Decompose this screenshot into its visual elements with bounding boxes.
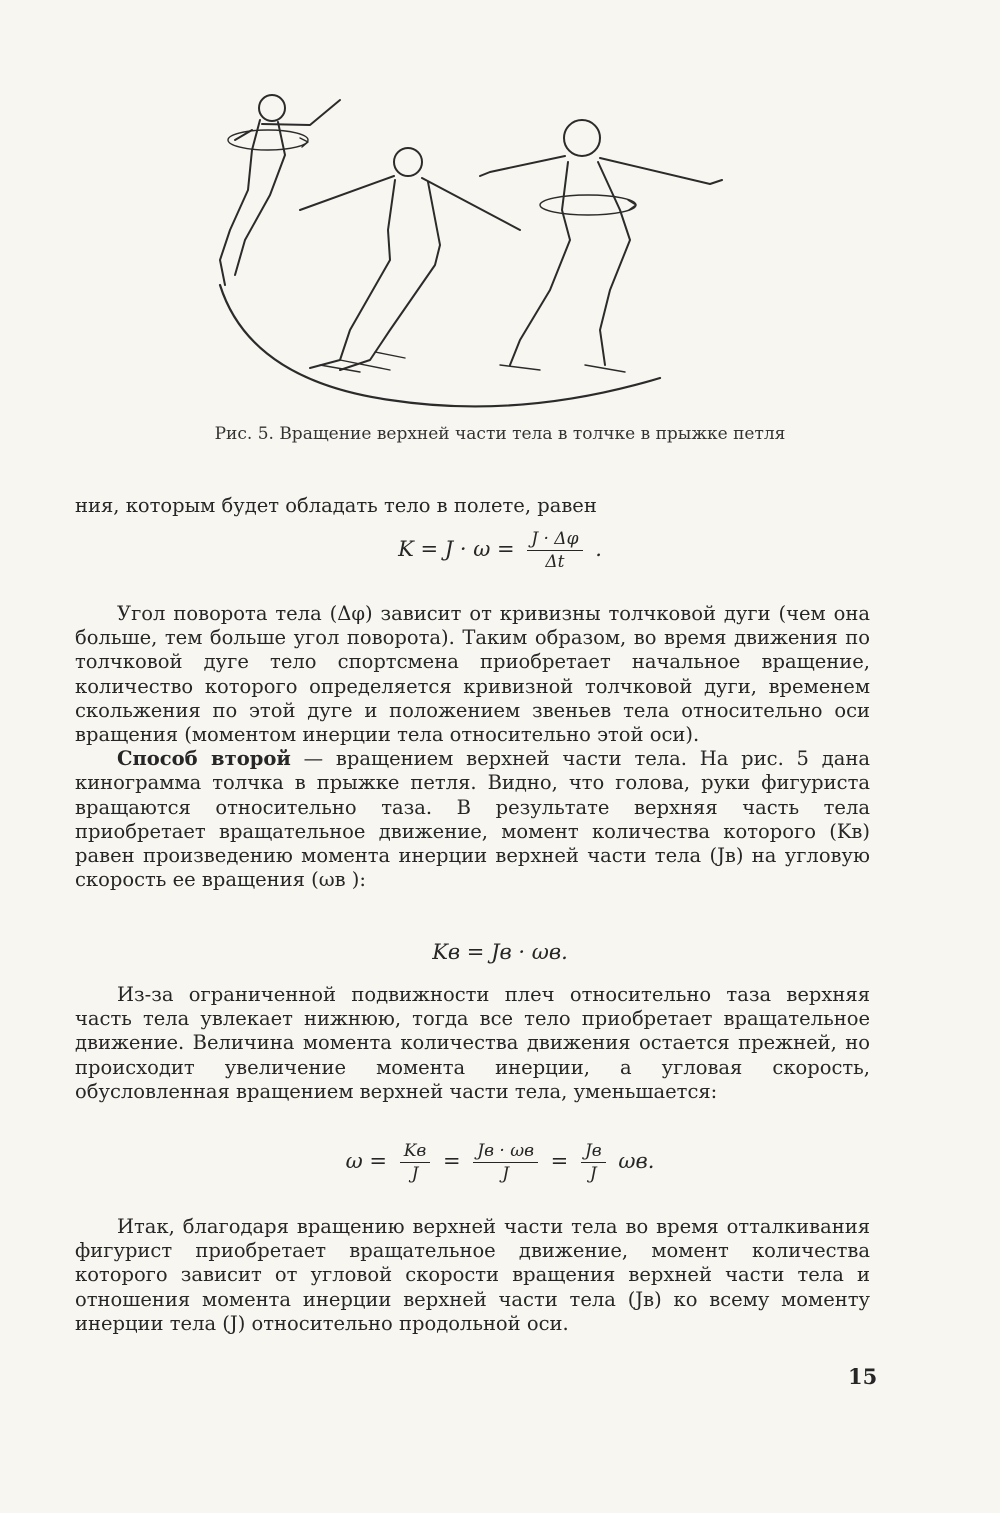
- equation-1-numerator: J · Δφ: [527, 528, 582, 551]
- paragraph-5: Итак, благодаря вращению верхней части тела во время отталкивания фигурист приобретает вращательное движение, момент количества которого зависит от угловой скорости вращения верхней части тела и отношения момента инерции верхней части тела (Jв) ко всему моменту инерции тела (J) относительно продольной оси.: [75, 1215, 870, 1335]
- equation-3-fraction-3-den: J: [589, 1164, 597, 1184]
- paragraph-2: Угол поворота тела (Δφ) зависит от кривизны толчковой дуги (чем она больше, тем больше угол поворота). Таким образом, во время движения по толчковой дуге тело спортсмена приобретает начальное вращение, количество которого определяется кривизной толчковой дуги, временем скольжения по этой дуге и положением звеньев тела относительно оси вращения (моментом инерции тела относительно этой оси).: [75, 602, 870, 747]
- equation-3-equals-1: =: [442, 1149, 461, 1173]
- figure-caption: Рис. 5. Вращение верхней части тела в толчке в прыжке петля: [214, 424, 786, 444]
- equation-3-left: ω =: [345, 1149, 387, 1173]
- equation-3-fraction-3-num: Jв: [581, 1140, 606, 1163]
- equation-3-fraction-1-num: Kв: [400, 1140, 431, 1163]
- figure-illustration: [190, 80, 750, 410]
- paragraph-3-text: — вращением верхней части тела. На рис. 5 дана кинограмма толчка в прыжке петля. Видно, что голова, руки фигуриста вращаются относительно таза. В результате верхняя часть тела приобретает вращательное движение, момент количества которого (Kв) равен произведению момента инерции верхней части тела (Jв) на угловую скорость ее вращения (ωв ):: [75, 747, 871, 892]
- equation-3-equals-2: =: [550, 1149, 569, 1173]
- paragraph-block-4: [75, 983, 870, 1104]
- equation-3-fraction-2: [473, 1140, 538, 1185]
- paragraph-block-2: [75, 602, 870, 892]
- paragraph-3: [75, 747, 870, 892]
- paragraph-continuation: [75, 494, 870, 518]
- equation-3-fraction-1-den: J: [411, 1164, 419, 1184]
- method-two-heading: Способ второй: [117, 747, 291, 771]
- equation-3-fraction-3: [581, 1140, 606, 1185]
- equation-1-denominator: Δt: [545, 552, 565, 572]
- equation-3-fraction-2-num: Jв · ωв: [473, 1140, 538, 1163]
- equation-3: [0, 1140, 1000, 1185]
- equation-3-tail: ωв.: [618, 1149, 655, 1173]
- equation-3-fraction-1: [400, 1140, 431, 1185]
- skater-figure-1: [220, 95, 340, 285]
- equation-2: Kв = Jв · ωв.: [432, 940, 568, 964]
- paragraph-block-5: [75, 1215, 870, 1336]
- equation-3-fraction-2-den: J: [502, 1164, 510, 1184]
- paragraph-4: Из-за ограниченной подвижности плеч относительно таза верхняя часть тела увлекает нижнюю, тогда все тело приобретает вращательное движение. Величина момента количества движения остается прежней, но происходит увеличение момента инерции, а угловая скорость, обусловленная вращением верхней части тела, уменьшается:: [75, 983, 870, 1103]
- skater-figure-3: [480, 120, 722, 372]
- equation-1-left: K = J · ω =: [398, 537, 515, 561]
- equation-1-tail: .: [595, 537, 602, 561]
- skater-figure-2: [300, 148, 520, 372]
- equation-1-fraction: [527, 528, 582, 573]
- equation-1: [0, 528, 1000, 573]
- page-number: 15: [848, 1364, 878, 1389]
- paragraph-1: ния, которым будет обладать тело в полете, равен: [75, 494, 597, 517]
